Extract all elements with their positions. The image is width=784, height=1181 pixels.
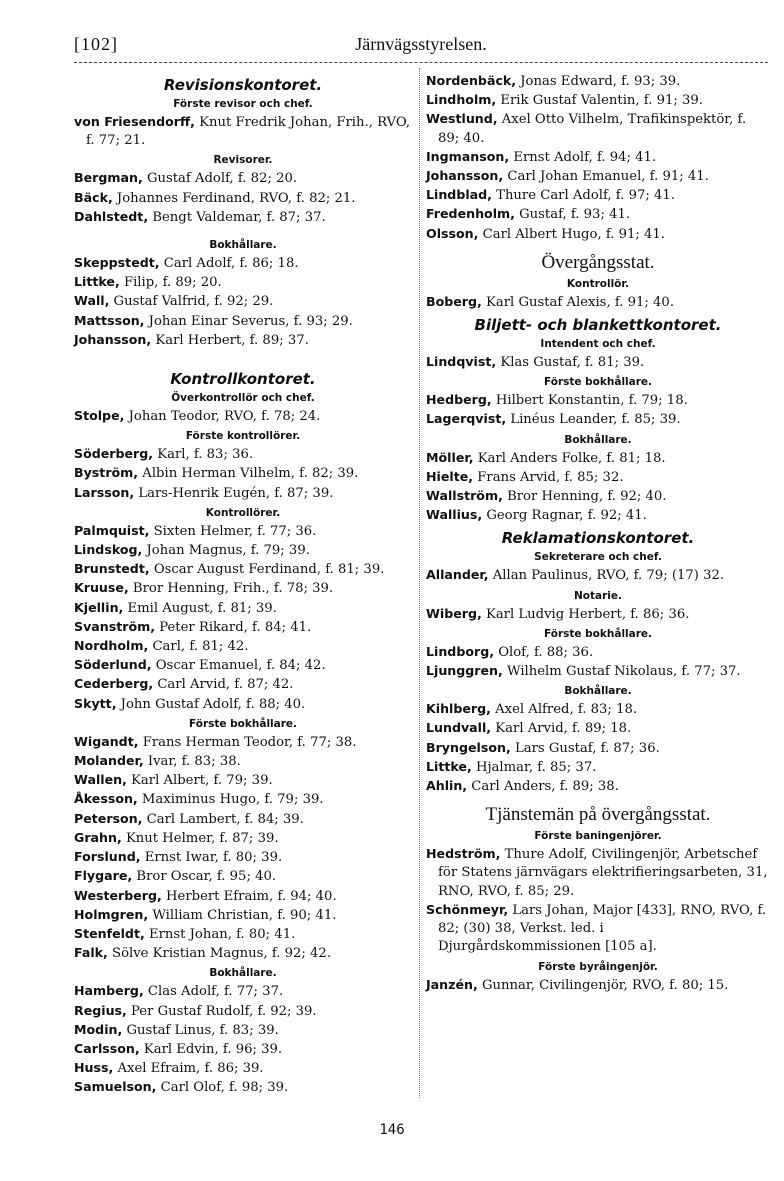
- running-header: [74, 34, 768, 60]
- person-details: Carl Olof, f. 98; 39.: [156, 1080, 289, 1096]
- person-details: Per Gustaf Rudolf, f. 92; 39.: [126, 1003, 317, 1019]
- person-entry: [74, 1002, 412, 1021]
- person-entry: [74, 273, 412, 292]
- person-details: Johan Teodor, RVO, f. 78; 24.: [124, 409, 321, 425]
- role-heading: Bokhållare.: [209, 239, 277, 252]
- person-entry: [426, 719, 770, 738]
- person-surname: Hamberg,: [74, 983, 144, 999]
- person-entry: [426, 739, 770, 758]
- person-details: Erik Gustaf Valentin, f. 91; 39.: [496, 93, 703, 109]
- person-details: Ernst Johan, f. 80; 41.: [144, 926, 296, 942]
- person-surname: Westlund,: [426, 111, 498, 127]
- person-entry: [426, 976, 770, 995]
- person-entry: [74, 169, 412, 188]
- person-details: Sixten Helmer, f. 77; 36.: [149, 523, 317, 539]
- person-surname: Lindborg,: [426, 643, 494, 659]
- person-details: Karl Gustaf Alexis, f. 91; 40.: [481, 294, 675, 310]
- person-surname: Svanström,: [74, 618, 156, 634]
- person-entry: [74, 848, 412, 867]
- person-details: Lars Gustaf, f. 87; 36.: [510, 740, 660, 756]
- person-details: Bror Henning, f. 92; 40.: [502, 489, 667, 505]
- role-heading: Kontrollör.: [566, 277, 630, 290]
- person-details: Carl Lambert, f. 84; 39.: [142, 811, 304, 827]
- section-title: Tjänstemän på övergångsstat.: [485, 804, 711, 826]
- person-entry: [74, 733, 412, 752]
- person-details: Ivar, f. 83; 38.: [143, 754, 241, 770]
- person-surname: Söderberg,: [74, 446, 154, 462]
- person-entry: [74, 790, 412, 809]
- person-surname: Regius,: [74, 1002, 127, 1018]
- person-surname: Carlsson,: [74, 1040, 140, 1056]
- person-surname: Byström,: [74, 465, 139, 481]
- person-details: Gustaf, f. 93; 41.: [514, 207, 631, 223]
- role-heading: Bokhållare.: [209, 967, 277, 980]
- person-entry: [74, 292, 412, 311]
- person-surname: Holmgren,: [74, 906, 149, 922]
- person-entry: [74, 656, 412, 675]
- person-details: Gunnar, Civilingenjör, RVO, f. 80; 15.: [477, 977, 729, 993]
- person-entry: [426, 167, 770, 186]
- person-details: Axel Alfred, f. 83; 18.: [490, 702, 638, 718]
- person-surname: Samuelson,: [74, 1079, 157, 1095]
- person-entry: [426, 72, 770, 91]
- role-heading: Förste bokhållare.: [543, 376, 653, 389]
- person-entry: [74, 464, 412, 483]
- person-details: Allan Paulinus, RVO, f. 79; (17) 32.: [488, 568, 725, 584]
- person-surname: Palmquist,: [74, 522, 150, 538]
- person-details: Oscar Emanuel, f. 84; 42.: [151, 658, 326, 674]
- person-entry: [74, 829, 412, 848]
- person-details: Thure Adolf, Civilingenjör, Arbetschef för Statens järnvägars elektrifieringsarbeten, 31, RNO, RVO, f. 85; 29.: [438, 847, 768, 899]
- person-surname: Janzén,: [426, 976, 478, 992]
- person-surname: Ljunggren,: [426, 663, 503, 679]
- role-heading: Förste byråingenjör.: [538, 960, 658, 973]
- person-surname: Hielte,: [426, 468, 474, 484]
- person-surname: Lindholm,: [426, 92, 497, 108]
- role-heading: Revisorer.: [213, 154, 273, 167]
- person-entry: [74, 560, 412, 579]
- person-details: Carl, f. 81; 42.: [148, 639, 249, 655]
- person-entry: [426, 449, 770, 468]
- person-surname: Lindblad,: [426, 187, 492, 203]
- person-surname: Olsson,: [426, 225, 479, 241]
- person-entry: [74, 579, 412, 598]
- person-surname: Ahlin,: [426, 778, 468, 794]
- spacer: [74, 227, 412, 235]
- person-surname: Lindqvist,: [426, 354, 497, 370]
- person-details: Lars Johan, Major [433], RNO, RVO, f. 82; (30) 38, Verkst. led. i Djurgårdskommissionen [105 a].: [438, 902, 767, 955]
- person-surname: Bergman,: [74, 170, 143, 186]
- person-details: Klas Gustaf, f. 81; 39.: [496, 355, 645, 371]
- person-surname: von Friesendorff,: [74, 114, 195, 129]
- person-details: Knut Helmer, f. 87; 39.: [121, 830, 279, 846]
- person-details: Filip, f. 89; 20.: [119, 275, 222, 291]
- person-surname: Skeppstedt,: [74, 255, 160, 271]
- person-surname: Stolpe,: [74, 408, 125, 424]
- person-details: Axel Otto Vilhelm, Trafikinspektör, f. 89; 40.: [438, 112, 747, 146]
- person-surname: Huss,: [74, 1060, 114, 1076]
- person-surname: Bryngelson,: [426, 739, 511, 755]
- person-surname: Nordholm,: [74, 638, 149, 654]
- person-surname: Littke,: [426, 758, 472, 774]
- person-entry: [74, 675, 412, 694]
- person-surname: Johansson,: [426, 168, 504, 184]
- person-entry: [74, 810, 412, 829]
- person-surname: Kruuse,: [74, 580, 129, 596]
- role-heading: Förste revisor och chef.: [173, 98, 313, 110]
- person-details: Karl Arvid, f. 89; 18.: [491, 721, 632, 737]
- person-surname: Wallström,: [426, 488, 503, 504]
- person-details: Hilbert Konstantin, f. 79; 18.: [491, 393, 688, 409]
- person-surname: Westerberg,: [74, 887, 162, 903]
- person-details: Lars-Henrik Eugén, f. 87; 39.: [134, 485, 334, 501]
- person-entry: [74, 1040, 412, 1059]
- person-entry: [426, 353, 770, 372]
- person-surname: Fredenholm,: [426, 206, 515, 222]
- person-entry: [74, 1078, 412, 1097]
- person-surname: Cederberg,: [74, 676, 154, 692]
- page-reference: [102]: [74, 34, 118, 54]
- person-surname: Johansson,: [74, 331, 152, 347]
- person-entry: [426, 506, 770, 525]
- person-details: Karl Ludvig Herbert, f. 86; 36.: [481, 606, 690, 622]
- role-heading: Bokhållare.: [564, 433, 632, 446]
- person-details: Jonas Edward, f. 93; 39.: [516, 74, 681, 89]
- person-details: Karl Edvin, f. 96; 39.: [139, 1041, 283, 1057]
- person-surname: Lagerqvist,: [426, 411, 507, 427]
- person-entry: [74, 1021, 412, 1040]
- person-entry: [426, 845, 770, 901]
- role-heading: Notarie.: [574, 589, 622, 602]
- person-details: Albin Herman Vilhelm, f. 82; 39.: [138, 466, 359, 482]
- person-surname: Nordenbäck,: [426, 73, 517, 88]
- person-details: Ernst Adolf, f. 94; 41.: [509, 149, 657, 165]
- person-surname: Littke,: [74, 274, 120, 290]
- person-entry: [74, 522, 412, 541]
- person-details: Sölve Kristian Magnus, f. 92; 42.: [107, 946, 332, 962]
- person-surname: Wall,: [74, 293, 110, 309]
- person-surname: Wallen,: [74, 772, 127, 788]
- role-heading: Intendent och chef.: [540, 338, 656, 351]
- page-title: Järnvägsstyrelsen.: [355, 34, 487, 54]
- person-details: Bror Oscar, f. 95; 40.: [132, 869, 277, 885]
- person-details: Johan Magnus, f. 79; 39.: [142, 543, 310, 559]
- person-entry: [74, 618, 412, 637]
- person-entry: [426, 186, 770, 205]
- person-surname: Skytt,: [74, 695, 117, 711]
- person-surname: Bäck,: [74, 189, 113, 205]
- person-entry: [74, 113, 412, 150]
- person-details: Johannes Ferdinand, RVO, f. 82; 21.: [112, 190, 356, 206]
- section-title: Revisionskontoret.: [163, 76, 323, 94]
- person-surname: Forslund,: [74, 849, 141, 865]
- role-heading: Förste bokhållare.: [188, 717, 298, 730]
- person-details: Maximinus Hugo, f. 79; 39.: [137, 792, 324, 808]
- person-entry: [426, 758, 770, 777]
- person-entry: [426, 410, 770, 429]
- person-entry: [426, 205, 770, 224]
- section-title: Biljett- och blankettkontoret.: [474, 316, 722, 335]
- person-surname: Dahlstedt,: [74, 208, 149, 224]
- person-entry: [74, 925, 412, 944]
- person-entry: [74, 484, 412, 503]
- person-details: Knut Fredrik Johan, Frih., RVO, f. 77; 21.: [86, 115, 411, 149]
- person-details: Axel Efraim, f. 86; 39.: [113, 1061, 264, 1077]
- person-entry: [74, 1059, 412, 1078]
- person-details: Olof, f. 88; 36.: [494, 644, 594, 660]
- person-entry: [426, 700, 770, 719]
- left-column: [74, 72, 412, 1098]
- section-title: Reklamationskontoret.: [501, 529, 695, 548]
- person-entry: [426, 643, 770, 662]
- person-details: Carl Johan Emanuel, f. 91; 41.: [503, 169, 709, 185]
- person-surname: Schönmeyr,: [426, 901, 509, 917]
- person-details: Bror Henning, Frih., f. 78; 39.: [128, 581, 334, 597]
- person-entry: [74, 867, 412, 886]
- person-surname: Kihlberg,: [426, 701, 491, 717]
- right-column: [426, 72, 770, 995]
- person-entry: [74, 771, 412, 790]
- person-details: Clas Adolf, f. 77; 37.: [143, 984, 284, 1000]
- person-entry: [426, 662, 770, 681]
- person-details: Hjalmar, f. 85; 37.: [471, 759, 597, 775]
- person-entry: [74, 407, 412, 426]
- person-details: Bengt Valdemar, f. 87; 37.: [148, 209, 326, 225]
- person-details: Frans Arvid, f. 85; 32.: [473, 469, 624, 485]
- role-heading: Överkontrollör och chef.: [171, 392, 315, 405]
- person-entry: [74, 637, 412, 656]
- role-heading: Kontrollörer.: [205, 506, 281, 519]
- person-details: Karl Albert, f. 79; 39.: [126, 773, 273, 789]
- person-details: Ernst Iwar, f. 80; 39.: [140, 850, 283, 866]
- person-surname: Kjellin,: [74, 599, 124, 615]
- person-entry: [74, 189, 412, 208]
- person-surname: Söderlund,: [74, 657, 152, 673]
- person-entry: [426, 225, 770, 244]
- person-details: Wilhelm Gustaf Nikolaus, f. 77; 37.: [502, 664, 741, 680]
- person-details: Carl Adolf, f. 86; 18.: [159, 256, 299, 272]
- person-details: Carl Anders, f. 89; 38.: [467, 779, 619, 795]
- person-surname: Wigandt,: [74, 733, 139, 749]
- person-details: Carl Albert Hugo, f. 91; 41.: [478, 226, 666, 242]
- person-entry: [74, 208, 412, 227]
- person-details: Karl Anders Folke, f. 81; 18.: [473, 450, 666, 466]
- person-entry: [74, 331, 412, 350]
- person-entry: [426, 148, 770, 167]
- person-entry: [426, 391, 770, 410]
- person-entry: [74, 599, 412, 618]
- spacer: [74, 350, 412, 366]
- person-details: Herbert Efraim, f. 94; 40.: [161, 888, 337, 904]
- person-surname: Grahn,: [74, 829, 122, 845]
- role-heading: Bokhållare.: [564, 685, 632, 698]
- person-surname: Allander,: [426, 567, 489, 583]
- header-rule: [74, 62, 768, 63]
- person-surname: Lindskog,: [74, 542, 143, 558]
- person-entry: [426, 293, 770, 312]
- role-heading: Förste kontrollörer.: [185, 430, 301, 443]
- person-entry: [74, 254, 412, 273]
- role-heading: Förste baningenjörer.: [534, 830, 662, 843]
- person-entry: [426, 605, 770, 624]
- person-details: Gustaf Valfrid, f. 92; 29.: [109, 294, 274, 310]
- role-heading: Förste bokhållare.: [543, 627, 653, 640]
- person-entry: [74, 541, 412, 560]
- person-entry: [74, 312, 412, 331]
- section-title: Kontrollkontoret.: [170, 370, 316, 389]
- role-heading: Sekreterare och chef.: [534, 551, 662, 564]
- person-details: Linéus Leander, f. 85; 39.: [506, 412, 681, 428]
- column-divider: [419, 68, 420, 1098]
- person-details: Carl Arvid, f. 87; 42.: [153, 677, 294, 693]
- person-surname: Åkesson,: [74, 791, 138, 807]
- person-surname: Wallius,: [426, 507, 483, 523]
- person-surname: Wiberg,: [426, 605, 482, 621]
- person-surname: Stenfeldt,: [74, 925, 145, 941]
- person-details: Oscar August Ferdinand, f. 81; 39.: [149, 562, 385, 578]
- person-surname: Falk,: [74, 945, 108, 961]
- person-entry: [74, 944, 412, 963]
- person-surname: Möller,: [426, 449, 474, 465]
- person-entry: [426, 777, 770, 796]
- person-surname: Hedberg,: [426, 392, 492, 408]
- person-surname: Mattsson,: [74, 312, 145, 328]
- person-surname: Hedström,: [426, 846, 501, 862]
- person-entry: [426, 110, 770, 147]
- section-title: Övergångsstat.: [541, 251, 655, 273]
- person-surname: Peterson,: [74, 810, 143, 826]
- person-details: Thure Carl Adolf, f. 97; 41.: [491, 188, 675, 204]
- person-surname: Lundvall,: [426, 720, 492, 736]
- person-surname: Boberg,: [426, 293, 482, 309]
- person-entry: [74, 982, 412, 1001]
- person-entry: [426, 487, 770, 506]
- person-surname: Brunstedt,: [74, 561, 150, 577]
- person-entry: [74, 695, 412, 714]
- page-number: 146: [379, 1122, 405, 1138]
- person-surname: Molander,: [74, 753, 144, 769]
- person-details: Frans Herman Teodor, f. 77; 38.: [138, 734, 357, 750]
- person-entry: [426, 901, 770, 957]
- person-entry: [74, 887, 412, 906]
- person-entry: [74, 752, 412, 771]
- person-details: Karl Herbert, f. 89; 37.: [151, 332, 309, 348]
- person-surname: Flygare,: [74, 868, 133, 884]
- person-details: Johan Einar Severus, f. 93; 29.: [144, 313, 353, 329]
- person-details: Gustaf Adolf, f. 82; 20.: [142, 171, 298, 187]
- person-details: John Gustaf Adolf, f. 88; 40.: [116, 696, 306, 712]
- person-details: Karl, f. 83; 36.: [153, 447, 254, 463]
- person-entry: [426, 468, 770, 487]
- person-entry: [426, 566, 770, 585]
- person-entry: [74, 906, 412, 925]
- person-surname: Ingmanson,: [426, 148, 510, 164]
- person-details: William Christian, f. 90; 41.: [148, 907, 337, 923]
- person-surname: Larsson,: [74, 484, 135, 500]
- person-entry: [74, 445, 412, 464]
- person-details: Emil August, f. 81; 39.: [123, 600, 277, 616]
- person-entry: [426, 91, 770, 110]
- person-details: Gustaf Linus, f. 83; 39.: [122, 1022, 279, 1038]
- person-details: Georg Ragnar, f. 92; 41.: [482, 508, 647, 524]
- person-details: Peter Rikard, f. 84; 41.: [155, 619, 312, 635]
- person-surname: Modin,: [74, 1021, 123, 1037]
